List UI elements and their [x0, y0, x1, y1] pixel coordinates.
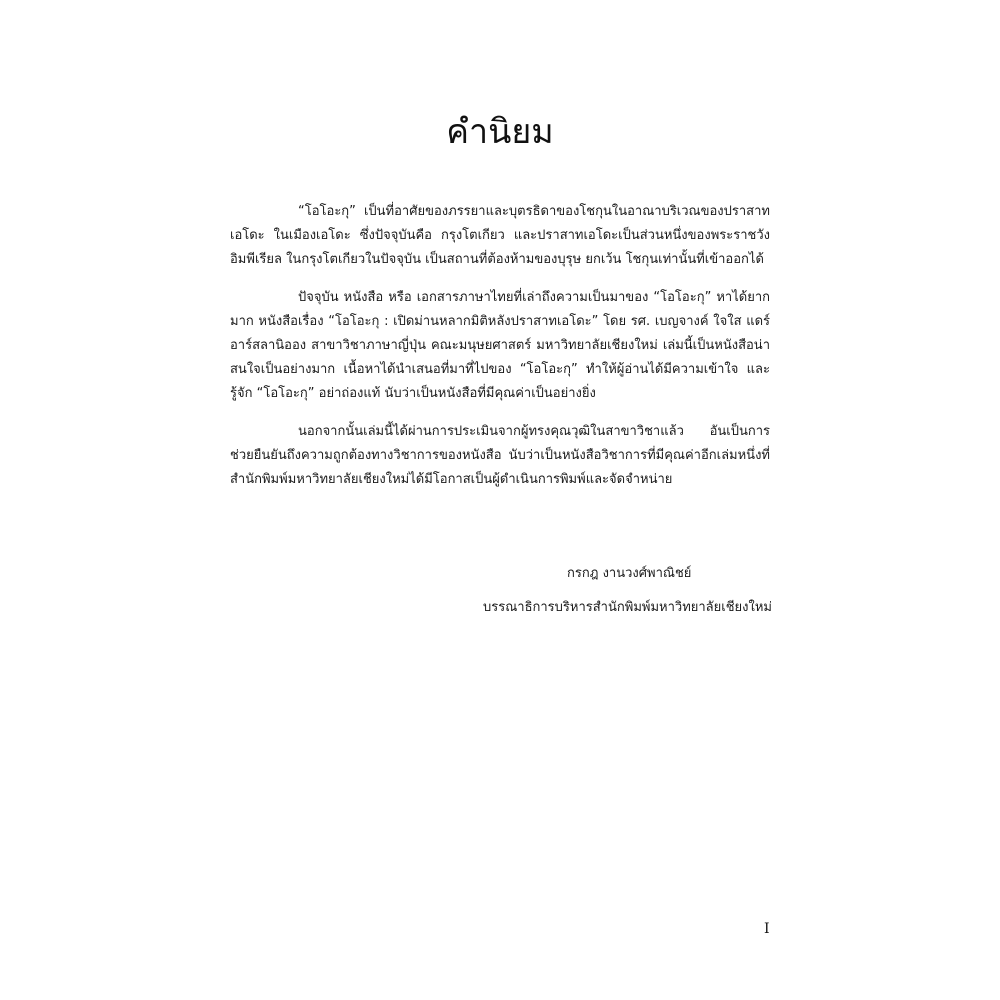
signature-name: กรกฎ งานวงศ์พาณิชย์ — [567, 566, 692, 581]
paragraph-3: นอกจากนั้นเล่มนี้ได้ผ่านการประเมินจากผู้ทรงคุณวุฒิในสาขาวิชาแล้ว อันเป็นการช่วยยืนยันถึงความถูกต้องทางวิชาการของหนังสือ นับว่าเป็นหนังสือวิชาการที่มีคุณค่าอีกเล่มหนึ่งที่สำนักพิมพ์มหาวิทยาลัยเชียงใหม่ได้มีโอกาสเป็นผู้ดำเนินการพิมพ์และจัดจำหน่าย — [230, 424, 770, 487]
page-number: I — [764, 921, 770, 937]
signature-role: บรรณาธิการบริหารสำนักพิมพ์มหาวิทยาลัยเชียงใหม่ — [483, 600, 772, 615]
paragraph-2: ปัจจุบัน หนังสือ หรือ เอกสารภาษาไทยที่เล่าถึงความเป็นมาของ “โอโอะกุ” หาได้ยากมาก หนังสือเรื่อง “โอโอะกุ : เปิดม่านหลากมิติหลังปราสาทเอโดะ” โดย รศ. เบญจางค์ ใจใส แดร์อาร์สลานิออง สาขาวิชาภาษาญี่ปุ่น คณะมนุษยศาสตร์ มหาวิทยาลัยเชียงใหม่ เล่มนี้เป็นหนังสือน่าสนใจเป็นอย่างมาก เนื้อหาได้นำเสนอที่มาที่ไปของ “โอโอะกุ” ทำให้ผู้อ่านได้มีความเข้าใจ และรู้จัก “โอโอะกุ” อย่าถ่องแท้ นับว่าเป็นหนังสือที่มีคุณค่าเป็นอย่างยิ่ง — [230, 290, 770, 401]
foreword-body — [230, 200, 770, 506]
page-title: คำนิยม — [446, 112, 554, 152]
paragraph-1: “โอโอะกุ” เป็นที่อาศัยของภรรยาและบุตรธิดาของโชกุนในอาณาบริเวณของปราสาทเอโดะ ในเมืองเอโดะ ซึ่งปัจจุบันคือ กรุงโตเกียว และปราสาทเอโดะเป็นส่วนหนึ่งของพระราชวังอิมพีเรียล ในกรุงโตเกียวในปัจจุบัน เป็นสถานที่ต้องห้ามของบุรุษ ยกเว้น โชกุนเท่านั้นที่เข้าออกได้ — [230, 204, 770, 267]
signature-block — [483, 562, 803, 620]
